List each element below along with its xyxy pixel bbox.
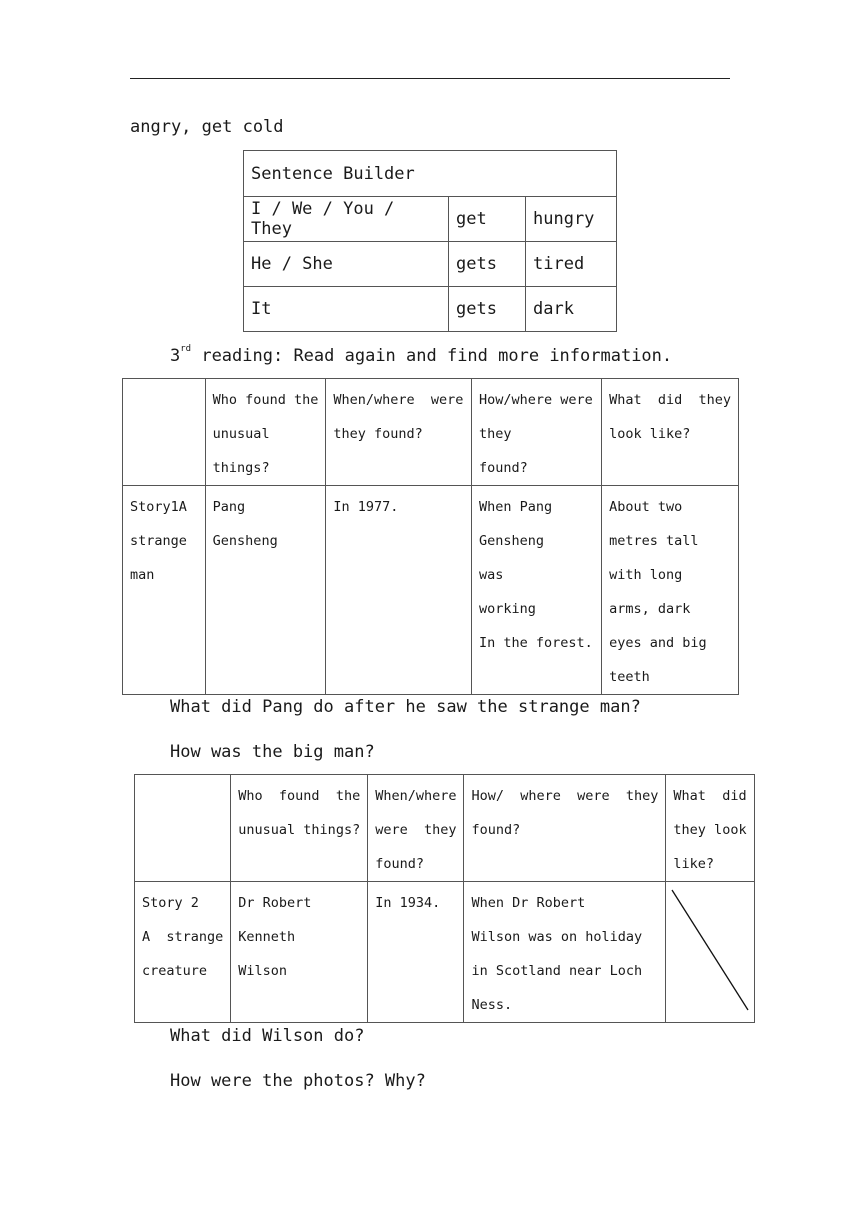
cell-text-line: they look	[673, 822, 747, 838]
adjective-cell: dark	[526, 287, 617, 332]
cell-text-line: Kenneth	[238, 929, 296, 945]
cell-text-line: Wilson	[238, 963, 288, 979]
verb-cell: gets	[449, 287, 526, 332]
when-cell	[368, 882, 464, 1023]
question-wilson: What did Wilson do?	[170, 1026, 365, 1046]
header-rule	[130, 78, 730, 79]
intro-text: angry, get cold	[130, 117, 284, 137]
header-cell	[135, 775, 231, 882]
reading-ordinal: 3	[170, 346, 181, 366]
cell-text-line: eyes and big	[609, 635, 707, 651]
cell-text-line: Story1A	[130, 499, 187, 515]
cell-text-line: were they	[375, 822, 457, 838]
story-label-cell	[135, 882, 231, 1023]
header-cell	[602, 379, 739, 486]
cell-text-line: How/ where were they	[471, 788, 659, 804]
header-cell	[231, 775, 368, 882]
finder-cell	[231, 882, 368, 1023]
subject-cell: He / She	[244, 242, 449, 287]
header-cell	[471, 379, 601, 486]
cell-text-line: unusual	[212, 426, 270, 442]
reading-ordinal-suffix: rd	[180, 344, 192, 354]
empty-crossed-cell	[666, 882, 754, 1023]
cell-text-line: In the forest.	[478, 635, 593, 651]
cell-text-line: things?	[212, 460, 270, 476]
cell-text-line: found?	[478, 460, 528, 476]
cell-text-line: Dr Robert	[238, 895, 312, 911]
cell-text-line: When Pang	[478, 499, 553, 515]
adjective-cell: tired	[526, 242, 617, 287]
cell-text-line: they found?	[333, 426, 423, 442]
cell-text-line: found?	[471, 822, 521, 838]
cell-text-line: When/where were	[333, 392, 464, 408]
cell-text-line: In 1934.	[375, 895, 441, 911]
cell-text-line: was	[478, 567, 504, 583]
cell-text-line: In 1977.	[333, 499, 399, 515]
cell-text-line: strange	[130, 533, 187, 549]
sentence-builder-table	[243, 150, 617, 332]
when-cell	[326, 486, 472, 695]
cell-text-line: like?	[673, 856, 715, 872]
header-cell	[326, 379, 472, 486]
cell-text-line: found?	[375, 856, 424, 872]
cell-text-line: Who found the	[238, 788, 361, 804]
how-cell	[464, 882, 666, 1023]
cell-text-line: Ness.	[471, 997, 513, 1013]
reading-text: reading: Read again and find more information.	[191, 346, 673, 366]
cell-text-line: arms, dark	[609, 601, 691, 617]
cell-text-line: How/where were	[478, 392, 593, 408]
cell-text-line: creature	[142, 963, 208, 979]
cell-text-line: About two	[609, 499, 683, 515]
cell-text-line: Gensheng	[212, 533, 278, 549]
diagonal-line-icon	[666, 882, 752, 1018]
question-pang: What did Pang do after he saw the strange man?	[170, 697, 641, 717]
story1-table	[122, 378, 739, 695]
question-big-man: How was the big man?	[170, 742, 375, 762]
cell-text-line: in Scotland near Loch	[471, 963, 643, 979]
adjective-cell: hungry	[526, 197, 617, 242]
cell-text-line: Who found the	[212, 392, 319, 408]
how-cell	[471, 486, 601, 695]
cell-text-line: What did	[673, 788, 747, 804]
cell-text-line: metres tall	[609, 533, 699, 549]
header-cell	[368, 775, 464, 882]
cell-text-line: Pang	[212, 499, 246, 515]
subject-cell: It	[244, 287, 449, 332]
story-label-cell	[123, 486, 206, 695]
story2-table	[134, 774, 755, 1023]
cell-text-line: they	[478, 426, 512, 442]
cell-text-line: A strange	[142, 929, 224, 945]
header-cell	[464, 775, 666, 882]
header-cell	[123, 379, 206, 486]
cell-text-line: What did they	[609, 392, 731, 408]
verb-cell: gets	[449, 242, 526, 287]
cell-text-line: When Dr Robert	[471, 895, 586, 911]
question-photos: How were the photos? Why?	[170, 1071, 426, 1091]
finder-cell	[205, 486, 326, 695]
cell-text-line: unusual things?	[238, 822, 361, 838]
cell-text-line: look like?	[609, 426, 691, 442]
cell-text-line: working	[478, 601, 536, 617]
cell-text-line: Story 2	[142, 895, 199, 911]
cell-text-line: Wilson was on holiday	[471, 929, 643, 945]
cell-text-line: teeth	[609, 669, 650, 685]
header-cell	[666, 775, 754, 882]
cell-text-line: with long	[609, 567, 683, 583]
sentence-builder-title: Sentence Builder	[244, 151, 617, 197]
cell-text-line: man	[130, 567, 155, 583]
look-cell	[602, 486, 739, 695]
verb-cell: get	[449, 197, 526, 242]
cell-text-line: Gensheng	[478, 533, 544, 549]
cell-text-line: When/where	[375, 788, 457, 804]
subject-cell: I / We / You / They	[244, 197, 449, 242]
reading-instruction	[170, 346, 672, 366]
header-cell	[205, 379, 326, 486]
